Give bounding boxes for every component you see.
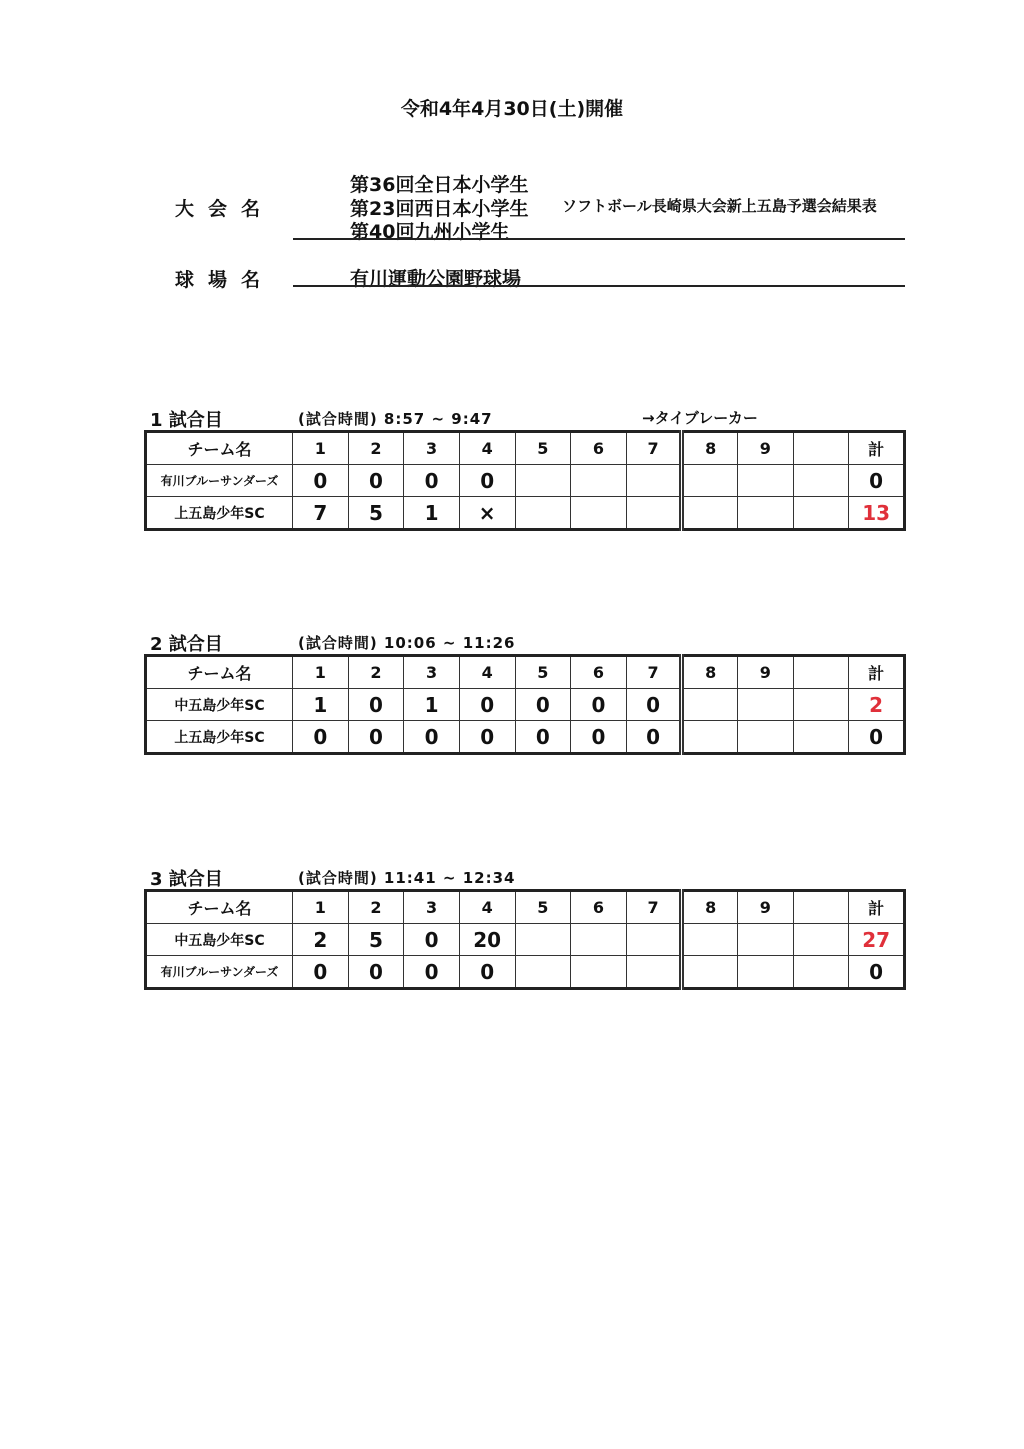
inning-header xyxy=(793,656,849,689)
inning-header: 1 xyxy=(293,656,349,689)
inning-score: 0 xyxy=(293,465,349,497)
inning-score xyxy=(682,465,738,497)
inning-score xyxy=(793,689,849,721)
inning-score xyxy=(515,465,571,497)
inning-header: 5 xyxy=(515,432,571,465)
inning-score: 0 xyxy=(404,465,460,497)
inning-header: 9 xyxy=(738,656,794,689)
inning-score: 0 xyxy=(348,689,404,721)
tournament-subtitle: ソフトボール長崎県大会新上五島予選会結果表 xyxy=(562,197,877,215)
inning-score xyxy=(738,497,794,530)
total-score: 0 xyxy=(849,956,905,989)
inning-score: 20 xyxy=(459,924,515,956)
inning-header: 6 xyxy=(571,891,627,924)
inning-score xyxy=(738,465,794,497)
inning-score: 1 xyxy=(404,497,460,530)
game-2-title: 2 試合目 xyxy=(150,634,223,655)
inning-score xyxy=(571,924,627,956)
inning-header: 6 xyxy=(571,432,627,465)
team-name: 中五島少年SC xyxy=(146,689,293,721)
total-score: 0 xyxy=(849,721,905,754)
inning-score xyxy=(738,721,794,754)
inning-score xyxy=(571,465,627,497)
inning-header: 7 xyxy=(626,432,682,465)
inning-score xyxy=(793,465,849,497)
inning-score xyxy=(515,497,571,530)
team-row xyxy=(146,497,905,530)
inning-header: 7 xyxy=(626,891,682,924)
team-row xyxy=(146,465,905,497)
inning-score: 0 xyxy=(571,689,627,721)
total-score-winner: 13 xyxy=(849,497,905,530)
team-name: 中五島少年SC xyxy=(146,924,293,956)
team-row xyxy=(146,721,905,754)
inning-score: 0 xyxy=(459,956,515,989)
inning-score xyxy=(682,497,738,530)
team-name: 上五島少年SC xyxy=(146,497,293,530)
inning-score xyxy=(793,721,849,754)
tournament-name-3: 第40回九州小学生 xyxy=(350,221,510,243)
inning-score: 0 xyxy=(626,721,682,754)
inning-score: 0 xyxy=(515,689,571,721)
inning-score: 7 xyxy=(293,497,349,530)
inning-score: 2 xyxy=(293,924,349,956)
team-name: 有川ブルーサンダーズ xyxy=(146,956,293,989)
tournament-name-1: 第36回全日本小学生 xyxy=(350,174,529,196)
tournament-name-2: 第23回西日本小学生 xyxy=(350,198,529,220)
total-header: 計 xyxy=(849,432,905,465)
header-row xyxy=(146,432,905,465)
venue-name: 有川運動公園野球場 xyxy=(350,268,522,290)
inning-score: 0 xyxy=(293,956,349,989)
team-header: チーム名 xyxy=(146,656,293,689)
inning-score: 0 xyxy=(404,956,460,989)
inning-score xyxy=(571,497,627,530)
team-row xyxy=(146,689,905,721)
inning-header xyxy=(793,891,849,924)
inning-score xyxy=(793,924,849,956)
venue-label: 球場名 xyxy=(175,269,275,291)
game-3-scoreboard xyxy=(144,889,906,990)
inning-score xyxy=(793,497,849,530)
game-1-time: (試合時間) 8:57 ~ 9:47 xyxy=(298,410,493,428)
game-1-tiebreaker-note: →タイブレーカー xyxy=(642,409,758,427)
inning-header: 4 xyxy=(459,432,515,465)
inning-header: 2 xyxy=(348,891,404,924)
inning-header: 3 xyxy=(404,891,460,924)
inning-score: 5 xyxy=(348,497,404,530)
game-1-title: 1 試合目 xyxy=(150,410,223,431)
tournament-underline xyxy=(293,238,905,240)
inning-score xyxy=(515,956,571,989)
total-score-winner: 27 xyxy=(849,924,905,956)
inning-score: 0 xyxy=(626,689,682,721)
inning-header: 8 xyxy=(682,891,738,924)
inning-header: 3 xyxy=(404,656,460,689)
game-1-scoreboard xyxy=(144,430,906,531)
inning-score xyxy=(682,956,738,989)
inning-score: 0 xyxy=(515,721,571,754)
inning-header: 4 xyxy=(459,656,515,689)
inning-score xyxy=(793,956,849,989)
inning-score xyxy=(571,956,627,989)
inning-score: 5 xyxy=(348,924,404,956)
inning-score xyxy=(738,689,794,721)
inning-header: 8 xyxy=(682,432,738,465)
inning-score: 0 xyxy=(348,956,404,989)
inning-score: 0 xyxy=(348,465,404,497)
inning-score: 0 xyxy=(404,721,460,754)
inning-header: 9 xyxy=(738,432,794,465)
inning-score xyxy=(682,689,738,721)
tournament-label: 大会名 xyxy=(175,198,275,220)
inning-header xyxy=(793,432,849,465)
inning-score: × xyxy=(459,497,515,530)
team-header: チーム名 xyxy=(146,891,293,924)
inning-score xyxy=(515,924,571,956)
inning-score xyxy=(626,465,682,497)
inning-score: 0 xyxy=(293,721,349,754)
header-row xyxy=(146,656,905,689)
game-2-scoreboard xyxy=(144,654,906,755)
team-row xyxy=(146,956,905,989)
inning-score: 0 xyxy=(571,721,627,754)
inning-score: 0 xyxy=(404,924,460,956)
game-2-time: (試合時間) 10:06 ~ 11:26 xyxy=(298,634,516,652)
team-name: 有川ブルーサンダーズ xyxy=(146,465,293,497)
total-score: 0 xyxy=(849,465,905,497)
venue-underline xyxy=(293,285,905,287)
inning-header: 1 xyxy=(293,891,349,924)
inning-score: 0 xyxy=(459,465,515,497)
inning-header: 1 xyxy=(293,432,349,465)
inning-score xyxy=(626,956,682,989)
team-row xyxy=(146,924,905,956)
inning-header: 8 xyxy=(682,656,738,689)
inning-score: 0 xyxy=(348,721,404,754)
total-header: 計 xyxy=(849,891,905,924)
inning-header: 2 xyxy=(348,656,404,689)
inning-header: 7 xyxy=(626,656,682,689)
inning-score: 0 xyxy=(459,721,515,754)
inning-header: 5 xyxy=(515,891,571,924)
inning-header: 9 xyxy=(738,891,794,924)
total-score-winner: 2 xyxy=(849,689,905,721)
inning-score: 1 xyxy=(404,689,460,721)
header-row xyxy=(146,891,905,924)
inning-header: 2 xyxy=(348,432,404,465)
event-date: 令和4年4月30日(土)開催 xyxy=(400,98,624,120)
inning-score xyxy=(682,924,738,956)
inning-score xyxy=(626,924,682,956)
inning-header: 5 xyxy=(515,656,571,689)
game-3-title: 3 試合目 xyxy=(150,869,223,890)
team-name: 上五島少年SC xyxy=(146,721,293,754)
inning-score xyxy=(738,924,794,956)
inning-score: 1 xyxy=(293,689,349,721)
inning-score xyxy=(626,497,682,530)
inning-header: 3 xyxy=(404,432,460,465)
inning-header: 6 xyxy=(571,656,627,689)
inning-score: 0 xyxy=(459,689,515,721)
inning-header: 4 xyxy=(459,891,515,924)
inning-score xyxy=(682,721,738,754)
total-header: 計 xyxy=(849,656,905,689)
game-3-time: (試合時間) 11:41 ~ 12:34 xyxy=(298,869,516,887)
team-header: チーム名 xyxy=(146,432,293,465)
inning-score xyxy=(738,956,794,989)
